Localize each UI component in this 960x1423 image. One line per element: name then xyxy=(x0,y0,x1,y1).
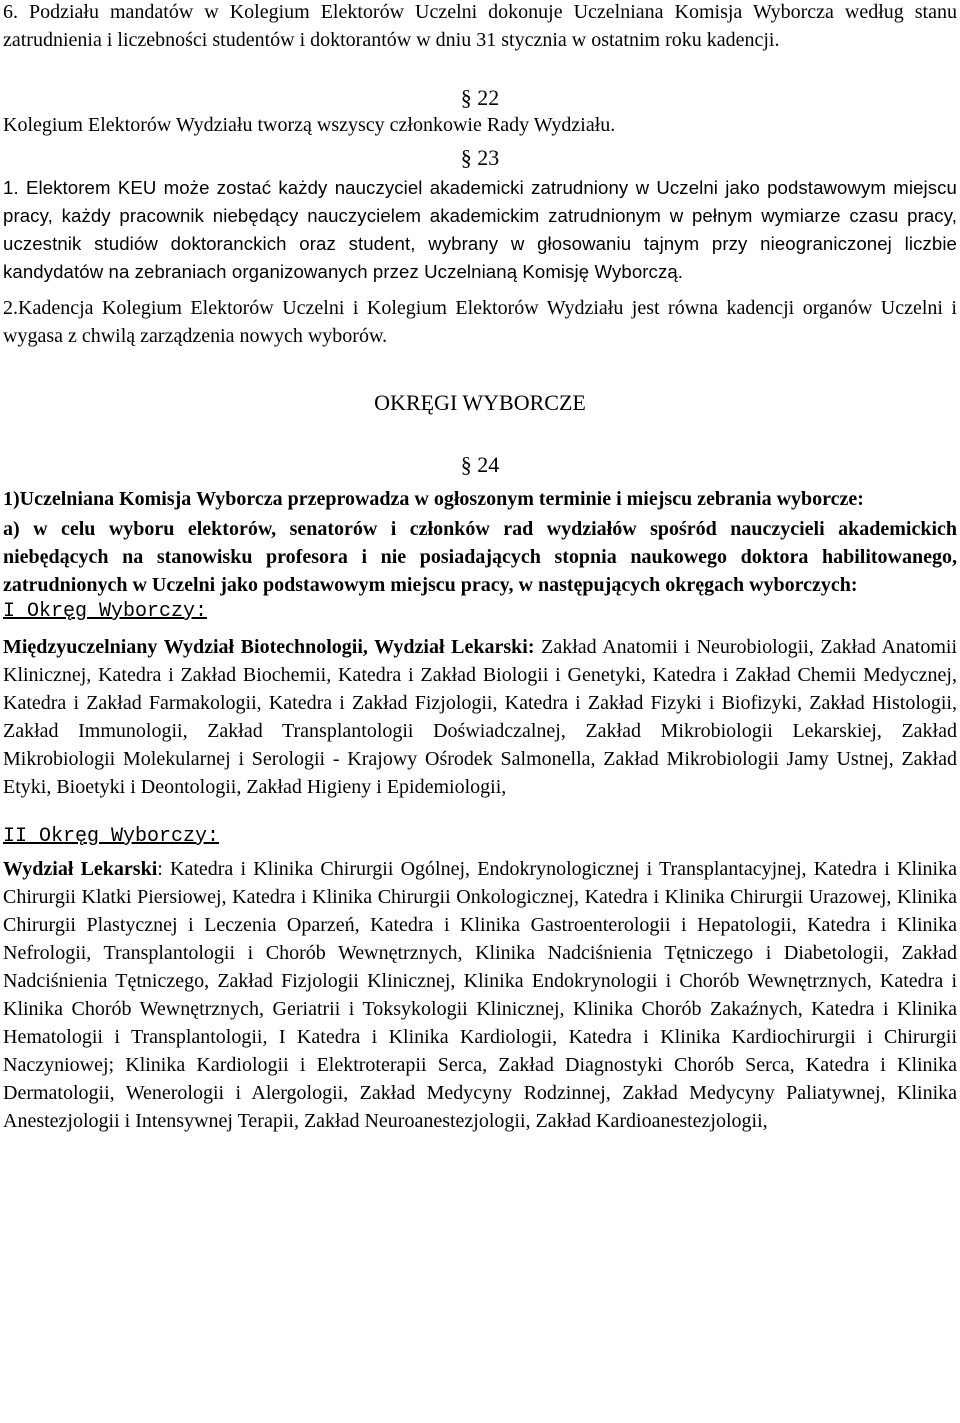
okreg-2-text: : Katedra i Klinika Chirurgii Ogólnej, Endokrynologicznej i Transplantacyjnej, Katedra i Klinika Chirurgii Klatki Piersiowej, Katedra i Klinika Chirurgii Onkologicznej, Katedra i Klinika Chirurgii Urazowej, Klinika Chirurgii Plastycznej i Leczenia Oparzeń, Katedra i Klinika Gastroenterologii i Hepatologii, Katedra i Klinika Nefrologii, Transplantologii i Chorób Wewnętrznych, Klinika Nadciśnienia Tętniczego i Diabetologii, Zakład Nadciśnienia Tętniczego, Zakład Fizjologii Klinicznej, Klinika Endokrynologii i Chorób Wewnętrznych, Katedra i Klinika Chorób Wewnętrznych, Geriatrii i Toksykologii Klinicznej, Klinika Chorób Zakaźnych, Katedra i Klinika Hematologii i Transplantologii, I Katedra i Klinika Kardiologii, Katedra i Klinika Kardiochirurgii i Chirurgii Naczyniowej; Klinika Kardiologii i Elektroterapii Serca, Zakład Diagnostyki Chorób Serca, Katedra i Klinika Dermatologii, Wenerologii i Alergologii, Zakład Medycyny Rodzinnej, Zakład Medycyny Paliatywnej, Klinika Anestezjologii i Intensywnej Terapii, Zakład Neuroanestezjologii, Zakład Kardioanestezjologii, xyxy=(3,858,957,1132)
paragraph-23-1: 1. Elektorem KEU może zostać każdy nauczyciel akademicki zatrudniony w Uczelni jako podstawowym miejscu pracy, każdy pracownik niebędący nauczycielem akademickim zatrudnionym w pełnym wymiarze czasu pracy, uczestnik studiów doktoranckich oraz student, wybrany w głosowaniu tajnym przy nieograniczonej liczbie kandydatów na zebraniach organizowanych przez Uczelnianą Komisję Wyborczą. xyxy=(3,177,957,282)
section-22-heading: § 22 xyxy=(460,85,500,110)
okregi-wyborcze-heading: OKRĘGI WYBORCZE xyxy=(374,390,586,415)
paragraph-24-1: 1)Uczelniana Komisja Wyborcza przeprowadza w ogłoszonym terminie i miejscu zebrania wyborcze: xyxy=(3,488,864,510)
paragraph-22: Kolegium Elektorów Wydziału tworzą wszyscy członkowie Rady Wydziału. xyxy=(3,114,616,136)
paragraph-24-a: a) w celu wyboru elektorów, senatorów i członków rad wydziałów spośród nauczycieli akademickich niebędących na stanowisku profesora i nie posiadających stopnia naukowego doktora habilitowanego, zatrudnionych w Uczelni jako podstawowym miejscu pracy, w następujących okręgach wyborczych: xyxy=(3,518,957,596)
section-24-heading: § 24 xyxy=(460,452,500,477)
paragraph-23-2: 2.Kadencja Kolegium Elektorów Uczelni i Kolegium Elektorów Wydziału jest równa kadencji organów Uczelni i wygasa z chwilą zarządzenia nowych wyborów. xyxy=(3,297,957,347)
okreg-1-paragraph xyxy=(3,633,957,801)
okreg-2-lead: Wydział Lekarski xyxy=(3,858,158,880)
okreg-2-title: II Okręg Wyborczy: xyxy=(3,825,220,848)
okreg-1-title: I Okręg Wyborczy: xyxy=(3,600,208,623)
okreg-1-text: Zakład Anatomii i Neurobiologii, Zakład Anatomii Klinicznej, Katedra i Zakład Biochemii, Katedra i Zakład Biologii i Genetyki, Katedra i Zakład Chemii Medycznej, Katedra i Zakład Farmakologii, Katedra i Zakład Fizjologii, Katedra i Zakład Fizyki i Biofizyki, Zakład Histologii, Zakład Immunologii, Zakład Transplantologii Doświadczalnej, Zakład Mikrobiologii Lekarskiej, Zakład Mikrobiologii Molekularnej i Serologii - Krajowy Ośrodek Salmonella, Zakład Mikrobiologii Jamy Ustnej, Zakład Etyki, Bioetyki i Deontologii, Zakład Higieny i Epidemiologii, xyxy=(3,636,957,798)
section-23-heading: § 23 xyxy=(460,145,500,170)
okreg-2-paragraph xyxy=(3,855,957,1135)
paragraph-6: 6. Podziału mandatów w Kolegium Elektorów Uczelni dokonuje Uczelniana Komisja Wyborcza według stanu zatrudnienia i liczebności studentów i doktorantów w dniu 31 stycznia w ostatnim roku kadencji. xyxy=(3,1,957,51)
okreg-1-lead: Międzyuczelniany Wydział Biotechnologii, Wydział Lekarski: xyxy=(3,636,535,658)
